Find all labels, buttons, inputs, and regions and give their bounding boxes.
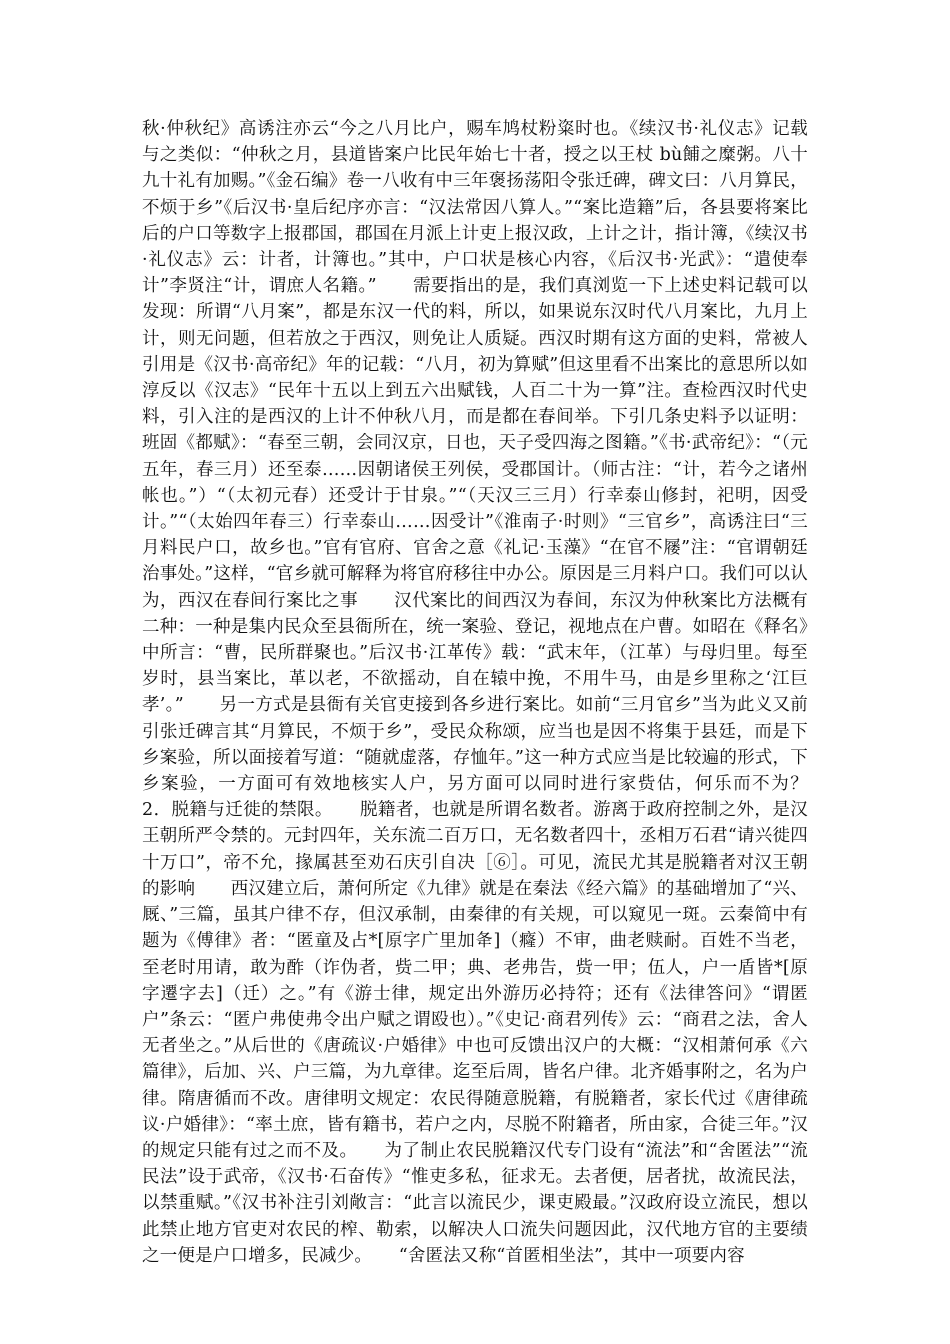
body-text: 秋·仲秋纪》高诱注亦云“今之八月比户，赐车鸠杖粉粢时也。《续汉书·礼仪志》记载与之类似：“仲秋之月，县道皆案户比民年始七十者，授之以王杖 bù餔之糜粥。八十九十礼有加赐。”《金石编》卷一八收有中三年褒扬荡阳令张迁碑，碑文曰：八月算民，不烦于乡”《后汉书·皇后纪序亦言：“汉法常因八算人。”“案比造籍”后，各县要将案比后的户口等数字上报郡国，郡国在月派上计吏上报汉政，上计之计，指计簿，《续汉书·礼仪志》云：计者，计簿也。”其中，户口状是核心内容，《后汉书·光武》：“遣使奉计”李贤注“计，谓庶人名籍。” 需要指出的是，我们真浏览一下上述史料记载可以发现：所谓“八月案”，都是东汉一代的料，所以，如果说东汉时代八月案比，九月上计，则无问题，但若放之于西汉，则免让人质疑。西汉时期有这方面的史料，常被人引用是《汉书·高帝纪》年的记载：“八月，初为算赋”但这里看不出案比的意思所以如淳反以《汉志》“民年十五以上到五六出赋钱，人百二十为一算”注。查检西汉时代史料，引入注的是西汉的上计不仲秋八月，而是都在春间举。下引几条史料予以证明：班固《都赋》：“春至三朝，会同汉京，日也，天子受四海之图籍。”《书·武帝纪》：“（元五年，春三月）还至泰……因朝诸侯王列侯，受郡国计。（师古注：“计，若今之诸州帐也。”）“（太初元春）还受计于甘泉。”“（天汉三三月）行幸泰山修封，祀明，因受计。”“（太始四年春三）行幸泰山……因受计”《淮南子·时则》“三官乡”，高诱注曰“三月料民户口，故乡也。”官有官府、官舍之意《礼记·玉藻》“在官不屦”注：“官谓朝廷治事处。”这样，“官乡就可解释为将官府移往中办公。原因是三月料户口。我们可以认为，西汉在春间行案比之事 汉代案比的间西汉为春间，东汉为仲秋案比方法概有二种：一种是集内民众至县衙所在，统一案验、登记，视地点在户曹。如昭在《释名》中所言：“曹，民所群聚也。”后汉书·江革传》载：“武末年，（江革）与母归里。每至岁时，县当案比，革以老，不欲摇动，自在辕中挽，不用牛马，由是乡里称之‘江巨孝’。” 另一方式是县衙有关官吏接到各乡进行案比。如前“三月官乡”当为此义又前引张迁碑言其“月算民，不烦于乡”，受民众称颂，应当也是因不将集于县廷，而是下乡案验，所以面接着写道：“随就虚落，存恤年。”这一种方式应当是比较遍的形式，下乡案验，一方面可有效地核实人户，另方面可以同时进行家赀估，何乐而不为？ 2．脱籍与迁徙的禁限。 脱籍者，也就是所谓名数者。游离于政府控制之外，是汉王朝所严令禁的。元封四年，关东流二百万口，无名数者四十，丞相万石君“请兴徙四十万口”，帝不允，掾属甚至劝石庆引自决［⑥］。可见，流民尤其是脱籍者对汉王朝的影响 西汉建立后，萧何所定《九律》就是在秦法《经六篇》的基础增加了“兴、厩、”三篇，虽其户律不存，但汉承制，由秦律的有关规，可以窥见一斑。云秦简中有题为《傅律》者：“匿童及占*[原字广里加夅]（癃）不审，曲老赎耐。百姓不当老，至老时用请，敢为酢（诈伪者，赀二甲；典、老弗告，赀一甲；伍人，户一盾皆*[原字遷字去]（迁）之。”有《游士律，规定出外游历必持符；还有《法律答问》“谓匿户”条云：“匿户弗使弗令出户赋之谓殴也）。”《史记·商君列传》云：“商君之法，舍人无者坐之。”从后世的《唐疏议·户婚律》中也可反馈出汉户的大概：“汉相萧何承《六篇律》，后加、兴、户三篇，为九章律。迄至后周，皆名户律。北齐婚事附之，名为户律。隋唐循而不改。唐律明文规定：农民得随意脱籍，有脱籍者，家长代过《唐律疏议·户婚律》：“率土庶，皆有籍书，若户之内，尽脱不附籍者，所由家，合徒三年。”汉的规定只能有过之而不及。 为了制止农民脱籍汉代专门设有“流法”和“舍匿法”“流民法”设于武帝，《汉书·石奋传》“惟吏多私，征求无。去者便，居者扰，故流民法，以禁重赋。”《汉书补注引刘敞言：“此言以流民少，课吏殿最。”汉政府设立流民，想以此禁止地方官吏对农民的榨、勒索，以解决人口流失问题因此，汉代地方官的主要绩之一便是户口增多，民减少。 “舍匿法又称“首匿相坐法”，其中一项要内容	[142, 119, 844, 1266]
